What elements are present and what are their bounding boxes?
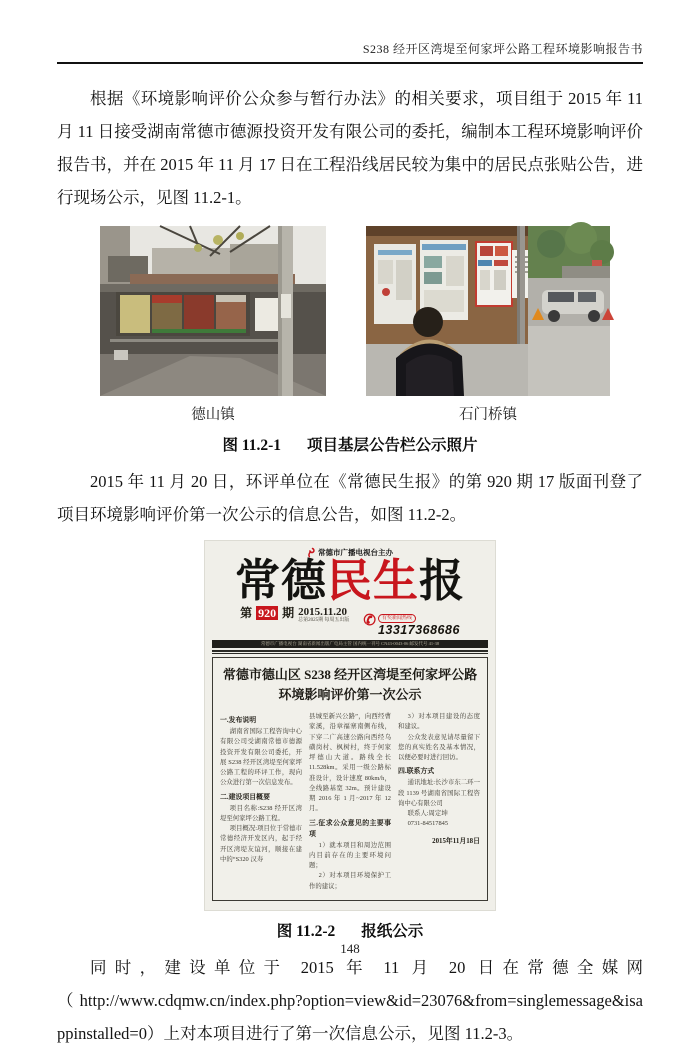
masthead-minsheng: 民生 xyxy=(326,556,419,606)
photo-caption-deshan: 德山镇 xyxy=(191,407,235,423)
masthead-bao: 报 xyxy=(419,556,466,606)
organizer-text: 常德市广播电视台主办 xyxy=(318,548,393,557)
figure-1-label: 图 11.2-1 xyxy=(222,437,282,454)
hotline-block xyxy=(363,606,460,637)
announcement-text: 湖南省国际工程咨询中心有限公司受湖南常德市德源投资开发有限公司委托，开展 S238 经开区湾堤至何家坪公路工程的环评工作，现向公众进行第一次信息发布。 xyxy=(220,728,302,787)
page-number: 148 xyxy=(340,941,360,956)
section-heading: 四.联系方式 xyxy=(398,768,435,776)
announcement-text: 通讯地址:长沙市东二环一段 1139 号湖南省国际工程咨询中心有限公司 xyxy=(398,779,480,807)
announcement-title xyxy=(220,665,480,705)
figure-2-label: 图 11.2-2 xyxy=(276,922,336,940)
masthead-changde: 常德 xyxy=(234,556,327,606)
announcement-columns xyxy=(220,712,480,892)
issue-number-badge: 920 xyxy=(258,605,277,620)
paragraph-2: 2015 年 11 月 20 日，环评单位在《常德民生报》的第 920 期 17 版面刊登了项目环境影响评价第一次公示的信息公告，如图 11.2-2。 xyxy=(57,472,643,524)
newspaper-clipping xyxy=(205,541,495,910)
announcement-text: 联系人:周定坤 xyxy=(407,810,448,818)
announcement-title-line2: 环境影响评价第一次公示 xyxy=(278,686,422,702)
document-header: S238 经开区湾堤至何家坪公路工程环境影响报告书 xyxy=(362,42,643,56)
announcement-text: 项目名称:S238 经开区湾堤至何家坪公路工程。 xyxy=(220,804,302,822)
hotline-label: 有奖新闻热线 xyxy=(378,614,416,623)
phone-icon: ✆ xyxy=(363,612,376,629)
announcement-date: 2015年11月18日 xyxy=(432,837,480,845)
announcement-text: 3）对本项目建设的态度和建议。 xyxy=(398,713,480,731)
issue-note: 总第2025期 每周五出版 xyxy=(298,617,350,623)
figure-2-title: 报纸公示 xyxy=(361,922,424,940)
header-rule xyxy=(57,62,643,64)
announcement-box xyxy=(212,657,488,901)
announcement-column-2 xyxy=(309,712,391,892)
announcement-text: 1）就本项目和周边范围内目前存在的主要环境问题； xyxy=(309,841,391,870)
issue-prefix: 第 xyxy=(240,605,253,620)
photo-caption-shimenqiao: 石门桥镇 xyxy=(459,407,517,423)
announcement-text: 项目概况:项目位于常德市常德经济开发区内，起于经开区湾堤友谊河，顺接在建中的“S320 汉寿 xyxy=(220,825,302,863)
section-heading: 二.建设项目概要 xyxy=(220,793,270,801)
paragraph-3-rest: （http://www.cdqmw.cn/index.php?option=view&id=23076&from=singlemessage&isappinstalled=0）上对本项目进行了第一次信息公示，见图 11.2-3。 xyxy=(57,990,643,1043)
publication-info-strip: 常德市广播电视台 湖南省新闻出版广电局主管 国内统一刊号 CN43-0043-06 邮发代号 41-38 xyxy=(212,640,488,648)
paragraph-3-line1: 同时，建设单位于 2015 年 11 月 20 日在常德全媒网 xyxy=(90,957,643,977)
issue-info xyxy=(240,606,349,624)
newspaper-issue-row xyxy=(212,606,488,637)
section-heading: 三.征求公众意见的主要事项 xyxy=(309,819,391,838)
announcement-title-line1: 常德市德山区 S238 经开区湾堤至何家坪公路 xyxy=(222,666,478,682)
masthead-divider xyxy=(212,650,488,654)
figure-2-caption xyxy=(57,919,643,941)
section-heading: 一.发布说明 xyxy=(220,717,257,725)
hotline-texts xyxy=(378,606,460,637)
photo-deshan-town xyxy=(100,226,326,396)
paragraph-1: 根据《环境影响评价公众参与暂行办法》的相关要求，项目组于 2015 年 11 月 11 日接受湖南常德市德源投资开发有限公司的委托，编制本工程环境影响评价报告书，并在 2015 年 11 月 17 日在工程沿线居民较为集中的居民点张贴公告，进行现场公示，见图 11.2-1。 xyxy=(57,89,643,207)
announcement-column-1 xyxy=(220,712,302,892)
announcement-text: 2）对本项目环境保护工作的建议； xyxy=(309,872,391,890)
announcement-text: 公众发表意见请尽量留下您的真实姓名及基本情况，以便必要时进行回访。 xyxy=(398,733,480,762)
hotline-number: 13317368686 xyxy=(377,622,460,637)
figure-1-title: 项目基层公告栏公示照片 xyxy=(307,437,478,454)
announcement-column-3 xyxy=(398,712,480,892)
newspaper-masthead xyxy=(212,558,488,605)
announcement-text: 县城至新兴公路”，向西经曹家溪，沿章福寨南侧布线，下穿二广高速公路向西经乌磺岗村、枫树村，终于何家坪德山大道。路线全长 11.528km。采用一级公路标准设计，设计速度 80km/h，全线路基宽 32m。预计建设期 2016 年 1 月~2017 年 12 月。 xyxy=(309,713,391,813)
issue-date: 2015.11.20 xyxy=(298,605,347,618)
photo-shimenqiao-town xyxy=(366,226,610,396)
issue-suffix: 期 xyxy=(282,605,295,620)
photo-row xyxy=(100,226,610,396)
photo-captions xyxy=(100,403,610,424)
issue-date-block xyxy=(298,606,349,624)
figure-1-caption xyxy=(57,433,643,455)
announcement-text: 0731-84517845 xyxy=(407,820,449,828)
